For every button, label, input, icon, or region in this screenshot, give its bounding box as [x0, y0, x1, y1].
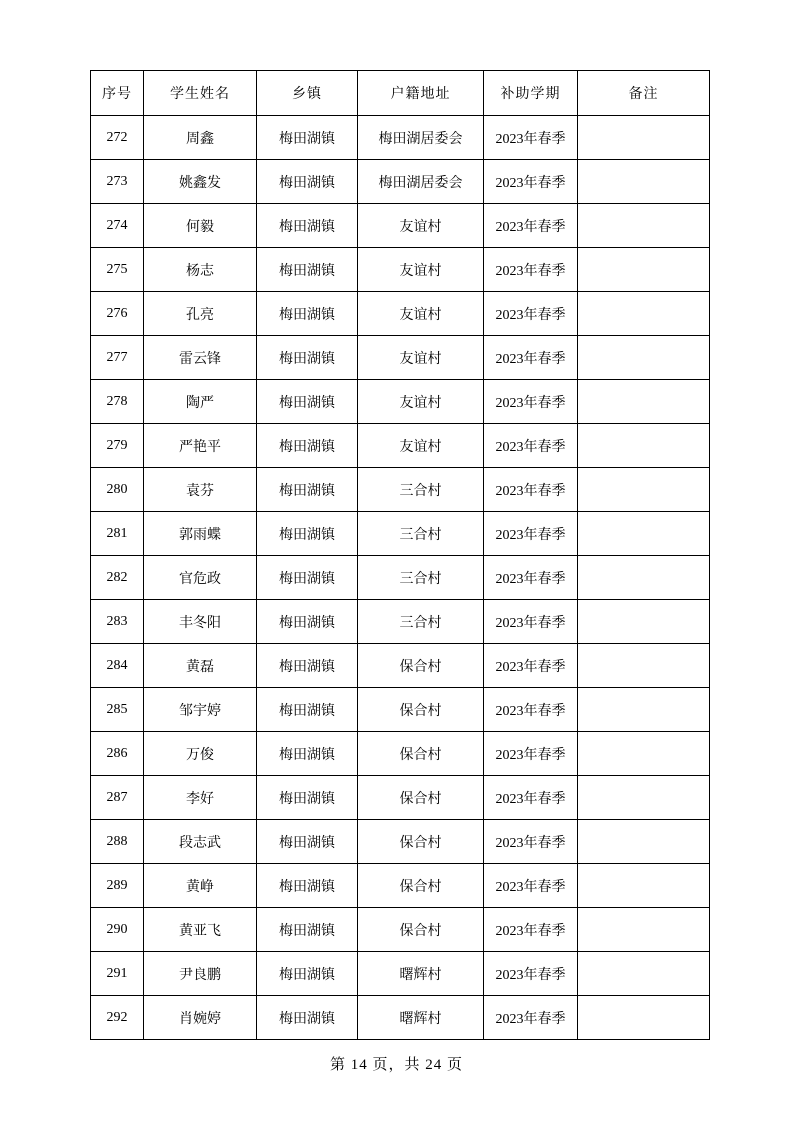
table-row — [91, 776, 710, 820]
table-row — [91, 600, 710, 644]
cell-address: 保合村 — [358, 776, 484, 820]
cell-student-name: 官危政 — [144, 556, 257, 600]
cell-town: 梅田湖镇 — [257, 644, 358, 688]
cell-student-name: 黄磊 — [144, 644, 257, 688]
table-row — [91, 820, 710, 864]
cell-town: 梅田湖镇 — [257, 952, 358, 996]
cell-seq: 291 — [91, 952, 144, 996]
table-body — [91, 116, 710, 1040]
cell-seq: 283 — [91, 600, 144, 644]
cell-note — [578, 468, 710, 512]
cell-student-name: 尹良鹏 — [144, 952, 257, 996]
table-header — [91, 71, 710, 116]
cell-note — [578, 160, 710, 204]
column-header-seq: 序号 — [91, 71, 144, 116]
table-row — [91, 160, 710, 204]
cell-note — [578, 116, 710, 160]
cell-note — [578, 512, 710, 556]
table-row — [91, 864, 710, 908]
cell-seq: 292 — [91, 996, 144, 1040]
cell-town: 梅田湖镇 — [257, 160, 358, 204]
cell-town: 梅田湖镇 — [257, 556, 358, 600]
cell-note — [578, 292, 710, 336]
cell-seq: 279 — [91, 424, 144, 468]
cell-note — [578, 424, 710, 468]
cell-address: 三合村 — [358, 468, 484, 512]
cell-seq: 275 — [91, 248, 144, 292]
cell-seq: 285 — [91, 688, 144, 732]
cell-seq: 281 — [91, 512, 144, 556]
cell-term: 2023年春季 — [484, 600, 578, 644]
cell-address: 友谊村 — [358, 424, 484, 468]
cell-seq: 282 — [91, 556, 144, 600]
cell-seq: 289 — [91, 864, 144, 908]
cell-term: 2023年春季 — [484, 292, 578, 336]
cell-address: 梅田湖居委会 — [358, 160, 484, 204]
cell-note — [578, 556, 710, 600]
cell-address: 保合村 — [358, 908, 484, 952]
cell-seq: 277 — [91, 336, 144, 380]
cell-address: 三合村 — [358, 556, 484, 600]
cell-town: 梅田湖镇 — [257, 116, 358, 160]
cell-note — [578, 732, 710, 776]
cell-student-name: 段志武 — [144, 820, 257, 864]
cell-term: 2023年春季 — [484, 644, 578, 688]
cell-address: 友谊村 — [358, 248, 484, 292]
cell-address: 保合村 — [358, 644, 484, 688]
table-row — [91, 688, 710, 732]
cell-note — [578, 600, 710, 644]
cell-seq: 274 — [91, 204, 144, 248]
cell-term: 2023年春季 — [484, 160, 578, 204]
cell-note — [578, 204, 710, 248]
cell-student-name: 孔亮 — [144, 292, 257, 336]
cell-note — [578, 820, 710, 864]
cell-note — [578, 776, 710, 820]
cell-address: 友谊村 — [358, 380, 484, 424]
cell-student-name: 杨志 — [144, 248, 257, 292]
cell-seq: 287 — [91, 776, 144, 820]
column-header-address: 户籍地址 — [358, 71, 484, 116]
cell-term: 2023年春季 — [484, 248, 578, 292]
table-row — [91, 996, 710, 1040]
cell-note — [578, 644, 710, 688]
cell-note — [578, 952, 710, 996]
cell-note — [578, 908, 710, 952]
cell-term: 2023年春季 — [484, 820, 578, 864]
table-row — [91, 380, 710, 424]
cell-seq: 272 — [91, 116, 144, 160]
table-row — [91, 644, 710, 688]
cell-address: 保合村 — [358, 820, 484, 864]
cell-town: 梅田湖镇 — [257, 336, 358, 380]
table-row — [91, 732, 710, 776]
table-header-row — [91, 71, 710, 116]
table-row — [91, 952, 710, 996]
cell-student-name: 周鑫 — [144, 116, 257, 160]
cell-town: 梅田湖镇 — [257, 204, 358, 248]
cell-term: 2023年春季 — [484, 732, 578, 776]
cell-town: 梅田湖镇 — [257, 732, 358, 776]
cell-student-name: 雷云锋 — [144, 336, 257, 380]
cell-note — [578, 864, 710, 908]
cell-term: 2023年春季 — [484, 336, 578, 380]
cell-term: 2023年春季 — [484, 424, 578, 468]
cell-address: 三合村 — [358, 600, 484, 644]
cell-seq: 288 — [91, 820, 144, 864]
cell-town: 梅田湖镇 — [257, 424, 358, 468]
cell-student-name: 丰冬阳 — [144, 600, 257, 644]
cell-seq: 276 — [91, 292, 144, 336]
cell-town: 梅田湖镇 — [257, 600, 358, 644]
table-row — [91, 204, 710, 248]
cell-town: 梅田湖镇 — [257, 864, 358, 908]
cell-term: 2023年春季 — [484, 952, 578, 996]
cell-term: 2023年春季 — [484, 688, 578, 732]
cell-town: 梅田湖镇 — [257, 908, 358, 952]
table-row — [91, 424, 710, 468]
cell-address: 梅田湖居委会 — [358, 116, 484, 160]
cell-term: 2023年春季 — [484, 556, 578, 600]
cell-town: 梅田湖镇 — [257, 776, 358, 820]
cell-town: 梅田湖镇 — [257, 292, 358, 336]
cell-town: 梅田湖镇 — [257, 820, 358, 864]
cell-student-name: 肖婉婷 — [144, 996, 257, 1040]
cell-note — [578, 688, 710, 732]
cell-term: 2023年春季 — [484, 512, 578, 556]
cell-student-name: 何毅 — [144, 204, 257, 248]
cell-term: 2023年春季 — [484, 116, 578, 160]
cell-term: 2023年春季 — [484, 380, 578, 424]
table-row — [91, 556, 710, 600]
page-footer: 第 14 页，共 24 页 — [329, 1057, 463, 1073]
cell-address: 友谊村 — [358, 292, 484, 336]
cell-student-name: 黄亚飞 — [144, 908, 257, 952]
cell-term: 2023年春季 — [484, 204, 578, 248]
cell-address: 保合村 — [358, 688, 484, 732]
cell-seq: 280 — [91, 468, 144, 512]
cell-student-name: 邹宇婷 — [144, 688, 257, 732]
cell-town: 梅田湖镇 — [257, 996, 358, 1040]
student-subsidy-table — [90, 70, 710, 1040]
cell-address: 三合村 — [358, 512, 484, 556]
cell-student-name: 黄峥 — [144, 864, 257, 908]
cell-seq: 284 — [91, 644, 144, 688]
cell-term: 2023年春季 — [484, 468, 578, 512]
cell-term: 2023年春季 — [484, 908, 578, 952]
cell-seq: 273 — [91, 160, 144, 204]
cell-town: 梅田湖镇 — [257, 468, 358, 512]
cell-address: 保合村 — [358, 864, 484, 908]
cell-student-name: 陶严 — [144, 380, 257, 424]
column-header-student-name: 学生姓名 — [144, 71, 257, 116]
cell-student-name: 姚鑫发 — [144, 160, 257, 204]
cell-term: 2023年春季 — [484, 864, 578, 908]
cell-student-name: 袁芬 — [144, 468, 257, 512]
table-row — [91, 292, 710, 336]
table-row — [91, 336, 710, 380]
cell-note — [578, 380, 710, 424]
cell-town: 梅田湖镇 — [257, 380, 358, 424]
table-row — [91, 468, 710, 512]
cell-town: 梅田湖镇 — [257, 688, 358, 732]
cell-seq: 286 — [91, 732, 144, 776]
column-header-town: 乡镇 — [257, 71, 358, 116]
cell-student-name: 万俊 — [144, 732, 257, 776]
cell-address: 曙辉村 — [358, 952, 484, 996]
table-row — [91, 512, 710, 556]
table-row — [91, 116, 710, 160]
column-header-note: 备注 — [578, 71, 710, 116]
table-row — [91, 248, 710, 292]
cell-note — [578, 996, 710, 1040]
cell-student-name: 严艳平 — [144, 424, 257, 468]
cell-term: 2023年春季 — [484, 776, 578, 820]
cell-note — [578, 248, 710, 292]
cell-address: 保合村 — [358, 732, 484, 776]
cell-town: 梅田湖镇 — [257, 248, 358, 292]
cell-address: 曙辉村 — [358, 996, 484, 1040]
cell-student-name: 郭雨蝶 — [144, 512, 257, 556]
cell-student-name: 李好 — [144, 776, 257, 820]
cell-seq: 290 — [91, 908, 144, 952]
cell-seq: 278 — [91, 380, 144, 424]
column-header-term: 补助学期 — [484, 71, 578, 116]
cell-note — [578, 336, 710, 380]
table-row — [91, 908, 710, 952]
cell-term: 2023年春季 — [484, 996, 578, 1040]
cell-address: 友谊村 — [358, 336, 484, 380]
cell-address: 友谊村 — [358, 204, 484, 248]
cell-town: 梅田湖镇 — [257, 512, 358, 556]
